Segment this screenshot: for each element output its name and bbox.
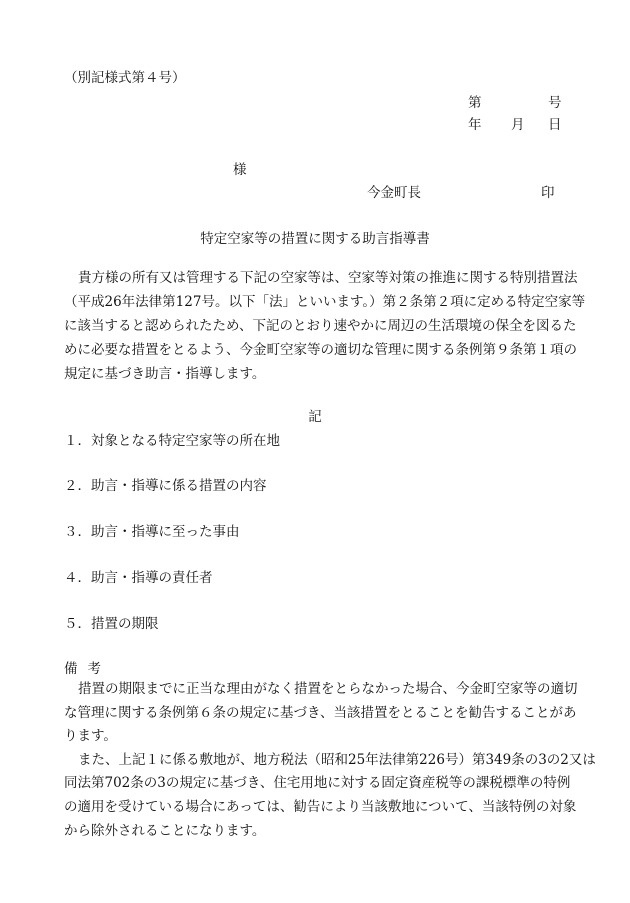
list-item: ４．助言・指導の責任者 xyxy=(64,570,213,586)
note-line: また、上記１に係る敷地が、地方税法（昭和25年法律第226号）第349条の3の2又は xyxy=(78,751,596,768)
issuer-name: 今金町長 xyxy=(367,185,421,201)
note-line: 措置の期限までに正当な理由がなく措置をとらなかった場合、今金町空家等の適切 xyxy=(78,681,578,697)
list-item: １．対象となる特定空家等の所在地 xyxy=(64,433,280,449)
body-paragraph xyxy=(64,266,586,386)
date-year-label: 年 xyxy=(468,117,482,133)
list-item: ２．助言・指導に係る措置の内容 xyxy=(64,478,267,494)
body-line: 規定に基づき助言・指導します。 xyxy=(64,366,266,382)
body-line: めに必要な措置をとるよう、今金町空家等の適切な管理に関する条例第９条第１項の xyxy=(64,342,577,358)
list-item: ３．助言・指導に至った事由 xyxy=(64,524,240,540)
notes-heading: 備考 xyxy=(64,661,111,677)
ki-heading: 記 xyxy=(308,409,322,425)
document-number-suffix: 号 xyxy=(548,95,562,111)
note-line: から除外されることになります。 xyxy=(64,822,266,839)
body-line: に該当すると認められたため、下記のとおり速やかに周辺の生活環境の保全を図るた xyxy=(64,318,577,334)
body-line: 貴方様の所有又は管理する下記の空家等は、空家等対策の推進に関する特別措置法 xyxy=(78,270,578,286)
seal-mark: 印 xyxy=(541,185,555,201)
note-line: な管理に関する条例第６条の規定に基づき、当該措置をとることを勧告することがあ xyxy=(64,704,577,721)
addressee-honorific: 様 xyxy=(233,162,247,178)
note-line: の適用を受けている場合にあっては、勧告により当該敷地について、当該特例の対象 xyxy=(64,798,577,815)
document-number-label: 第 xyxy=(468,95,482,111)
note-line: ります。 xyxy=(64,728,117,745)
form-label: （別記様式第４号） xyxy=(64,70,186,86)
date-month-label: 月 xyxy=(511,117,525,133)
body-line: （平成26年法律第127号。以下「法」といいます。）第２条第２項に定める特定空家等 xyxy=(64,294,586,310)
document-title: 特定空家等の措置に関する助言指導書 xyxy=(200,231,430,247)
note-line: 同法第702条の3の規定に基づき、住宅用地に対する固定資産税等の課税標準の特例 xyxy=(64,775,571,792)
notes-paragraph xyxy=(64,678,596,843)
list-item: ５．措置の期限 xyxy=(64,616,159,632)
date-day-label: 日 xyxy=(548,117,562,133)
